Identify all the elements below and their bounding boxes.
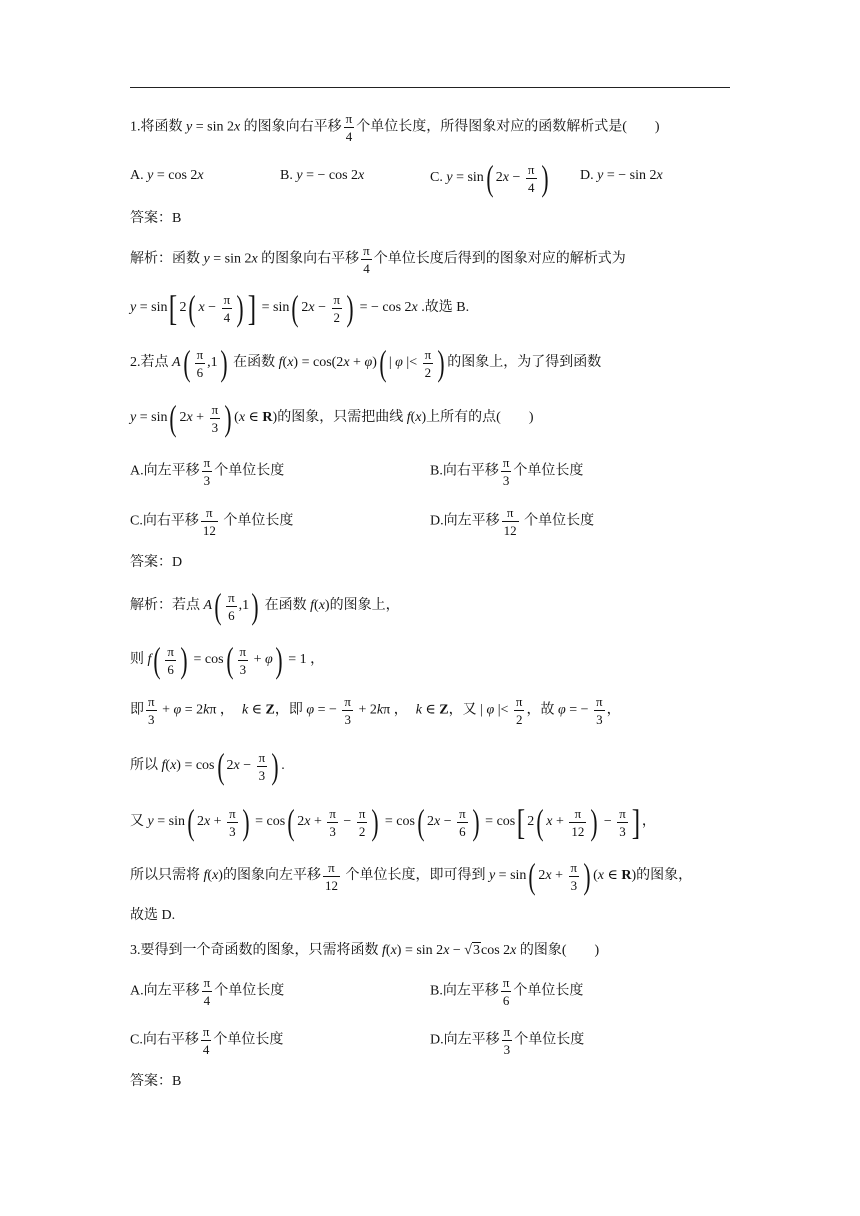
q3-option-d-label: D.向左平移: [430, 1032, 500, 1048]
q2-option-c-label: C.向右平移: [130, 513, 199, 529]
unit-text: 个单位长度: [213, 1032, 284, 1048]
q1-stem: 1.将函数 y = sin 2x 的图象向右平移 $\frac{\pi}{4}$ 个单位长度，所得图象对应的函数解析式是( ): [130, 111, 660, 144]
q2-stem-line2: y = sin( 2x + $\frac{\pi}{3}$ ) (x ∈ R)的图象，只需把曲线 f(x)上所有的点( ): [130, 398, 534, 438]
q2-final: 所以只需将 f(x)的图象向左平移 $\frac{\pi}{12}$ 个单位长度，即可得到 y = sin( 2x + $\frac{\pi}{3}$ ) (x ∈ R)的图象，: [130, 856, 693, 896]
q2-final-end: 的图象，: [636, 868, 693, 884]
q3-option-a-label: A.向左平移: [130, 983, 200, 999]
unit-text: 个单位长度: [513, 983, 584, 999]
q1-option-b: B. y = − cos 2x: [280, 168, 365, 183]
q1-option-c: C. y = sin( 2x − $\frac{\pi}{4}$ ): [430, 158, 549, 198]
q1-stem-suffix: 个单位长度，所得图象对应的函数解析式是( ): [356, 119, 660, 135]
q3-option-c-label: C.向右平移: [130, 1032, 199, 1048]
q1-stem-mid: 的图象向右平移: [243, 119, 342, 135]
q2-hence: ，故: [526, 702, 555, 718]
q2-ie-mid: ，即: [274, 702, 303, 718]
unit-text: 个单位长度: [214, 463, 285, 479]
q2-analysis: 解析：若点 A( $\frac{\pi}{6}$ ,1) 在函数 f(x)的图象上，: [130, 586, 400, 626]
q1-option-a-label: A.: [130, 168, 144, 183]
q2-final-mid: 的图象向左平移: [222, 868, 321, 884]
q1-analysis-prefix: 解析：函数: [130, 251, 200, 267]
q3-stem: 3.要得到一个奇函数的图象，只需将函数 f(x) = sin 2x − √3cos 2x 的图象( ): [130, 943, 600, 958]
q1-option-c-label: C.: [430, 170, 443, 186]
q2-and-also: ，又: [448, 702, 477, 718]
unit-text: 个单位长度: [514, 1032, 585, 1048]
q2-option-c: C.向右平移 $\frac{\pi}{12}$ 个单位长度: [130, 505, 294, 538]
q2-conclusion: 故选 D.: [130, 908, 176, 923]
q2-analysis-suffix: 的图象上，: [329, 598, 400, 614]
q2-option-a: A.向左平移 $\frac{\pi}{3}$ 个单位长度: [130, 455, 285, 488]
q3-option-d: D.向左平移 $\frac{\pi}{3}$ 个单位长度: [430, 1024, 585, 1057]
q2-option-b: B.向右平移 $\frac{\pi}{3}$ 个单位长度: [430, 455, 584, 488]
q2-so: 所以: [130, 758, 158, 774]
q2-option-a-label: A.向左平移: [130, 463, 200, 479]
q3-option-b-label: B.向左平移: [430, 983, 499, 999]
q2-stem-mid: 在函数: [233, 355, 276, 371]
q2-final-suffix: 个单位长度，即可得到: [345, 868, 486, 884]
q2-step-ie: 即 $\frac{\pi}{3}$ + φ = 2kπ ， k ∈ Z，即 φ = − $\frac{\pi}{3}$ + 2kπ ， k ∈ Z，又 | φ |< $\frac{\pi}{2}$ ，故 φ = − $\frac{\pi}{3}$ ，: [130, 694, 621, 727]
q2-option-b-label: B.向右平移: [430, 463, 499, 479]
unit-text: 个单位长度: [214, 983, 285, 999]
q2-stem-suffix: 的图象上，为了得到函数: [447, 355, 602, 371]
q3-stem-prefix: 3.要得到一个奇函数的图象，只需将函数: [130, 943, 379, 958]
q1-answer: 答案：B: [130, 211, 182, 226]
q2-stem-line2-end: 上所有的点( ): [426, 410, 534, 426]
q2-analysis-prefix: 解析：若点: [130, 598, 200, 614]
q2-step-then: 则 f( $\frac{\pi}{6}$ ) = cos( $\frac{\pi}{3}$ + φ) = 1 ，: [130, 640, 325, 680]
q1-option-a: A. y = cos 2x: [130, 168, 204, 183]
q2-then: 则: [130, 652, 144, 668]
q1-options: [130, 160, 730, 196]
q3-stem-suffix: 的图象( ): [519, 943, 600, 958]
q2-stem-prefix: 2.若点: [130, 355, 169, 371]
q3-option-c: C.向右平移 $\frac{\pi}{4}$ 个单位长度: [130, 1024, 284, 1057]
q2-final-prefix: 所以只需将: [130, 868, 200, 884]
q3-option-a: A.向左平移 $\frac{\pi}{4}$ 个单位长度: [130, 975, 285, 1008]
q2-ie: 即: [130, 702, 144, 718]
q2-step-so: 所以 f(x) = cos( 2x − $\frac{\pi}{3}$ ) .: [130, 746, 285, 786]
q1-option-d: D. y = − sin 2x: [580, 168, 663, 183]
frac-pi-4: $\frac{\pi}{4}$: [345, 111, 353, 144]
q1-conclusion: .故选 B.: [421, 300, 470, 316]
q1-stem-prefix: 1.将函数: [130, 119, 183, 135]
q2-option-d-label: D.向左平移: [430, 513, 500, 529]
unit-text: 个单位长度: [223, 513, 294, 529]
q2-also: 又: [130, 814, 144, 830]
q2-step-also: 又 y = sin( 2x + $\frac{\pi}{3}$ ) = cos( 2x + $\frac{\pi}{3}$ − $\frac{\pi}{2}$ ) = cos( 2x − $\frac{\pi}{6}$ ) = cos[ 2( x + $\frac{\pi}{12}$ ) − $\frac{\pi}{3}$ ] ，: [130, 802, 656, 842]
q1-analysis: 解析：函数 y = sin 2x 的图象向右平移 $\frac{\pi}{4}$ 个单位长度后得到的图象对应的解析式为: [130, 243, 626, 276]
unit-text: 个单位长度: [513, 463, 584, 479]
q3-answer: 答案：B: [130, 1074, 182, 1089]
q1-derivation: y = sin[ 2( x − $\frac{\pi}{4}$ ) ] = sin( 2x − $\frac{\pi}{2}$ ) = − cos 2x .故选 B.: [130, 288, 470, 328]
q1-option-d-label: D.: [580, 168, 594, 183]
q2-stem-line2-suffix: 的图象，只需把曲线: [277, 410, 404, 426]
q1-analysis-mid: 的图象向右平移: [261, 251, 360, 267]
header-rule: [130, 87, 730, 88]
q2-analysis-mid: 在函数: [264, 598, 307, 614]
q2-answer: 答案：D: [130, 555, 183, 570]
q3-option-b: B.向左平移 $\frac{\pi}{6}$ 个单位长度: [430, 975, 584, 1008]
q1-option-b-label: B.: [280, 168, 293, 183]
q1-analysis-suffix: 个单位长度后得到的图象对应的解析式为: [373, 251, 626, 267]
q2-stem: 2.若点 A( $\frac{\pi}{6}$ ,1) 在函数 f(x) = cos(2x + φ)( | φ |< $\frac{\pi}{2}$ ) 的图象上，为了得到函数: [130, 343, 602, 383]
unit-text: 个单位长度: [524, 513, 595, 529]
q2-option-d: D.向左平移 $\frac{\pi}{12}$ 个单位长度: [430, 505, 595, 538]
